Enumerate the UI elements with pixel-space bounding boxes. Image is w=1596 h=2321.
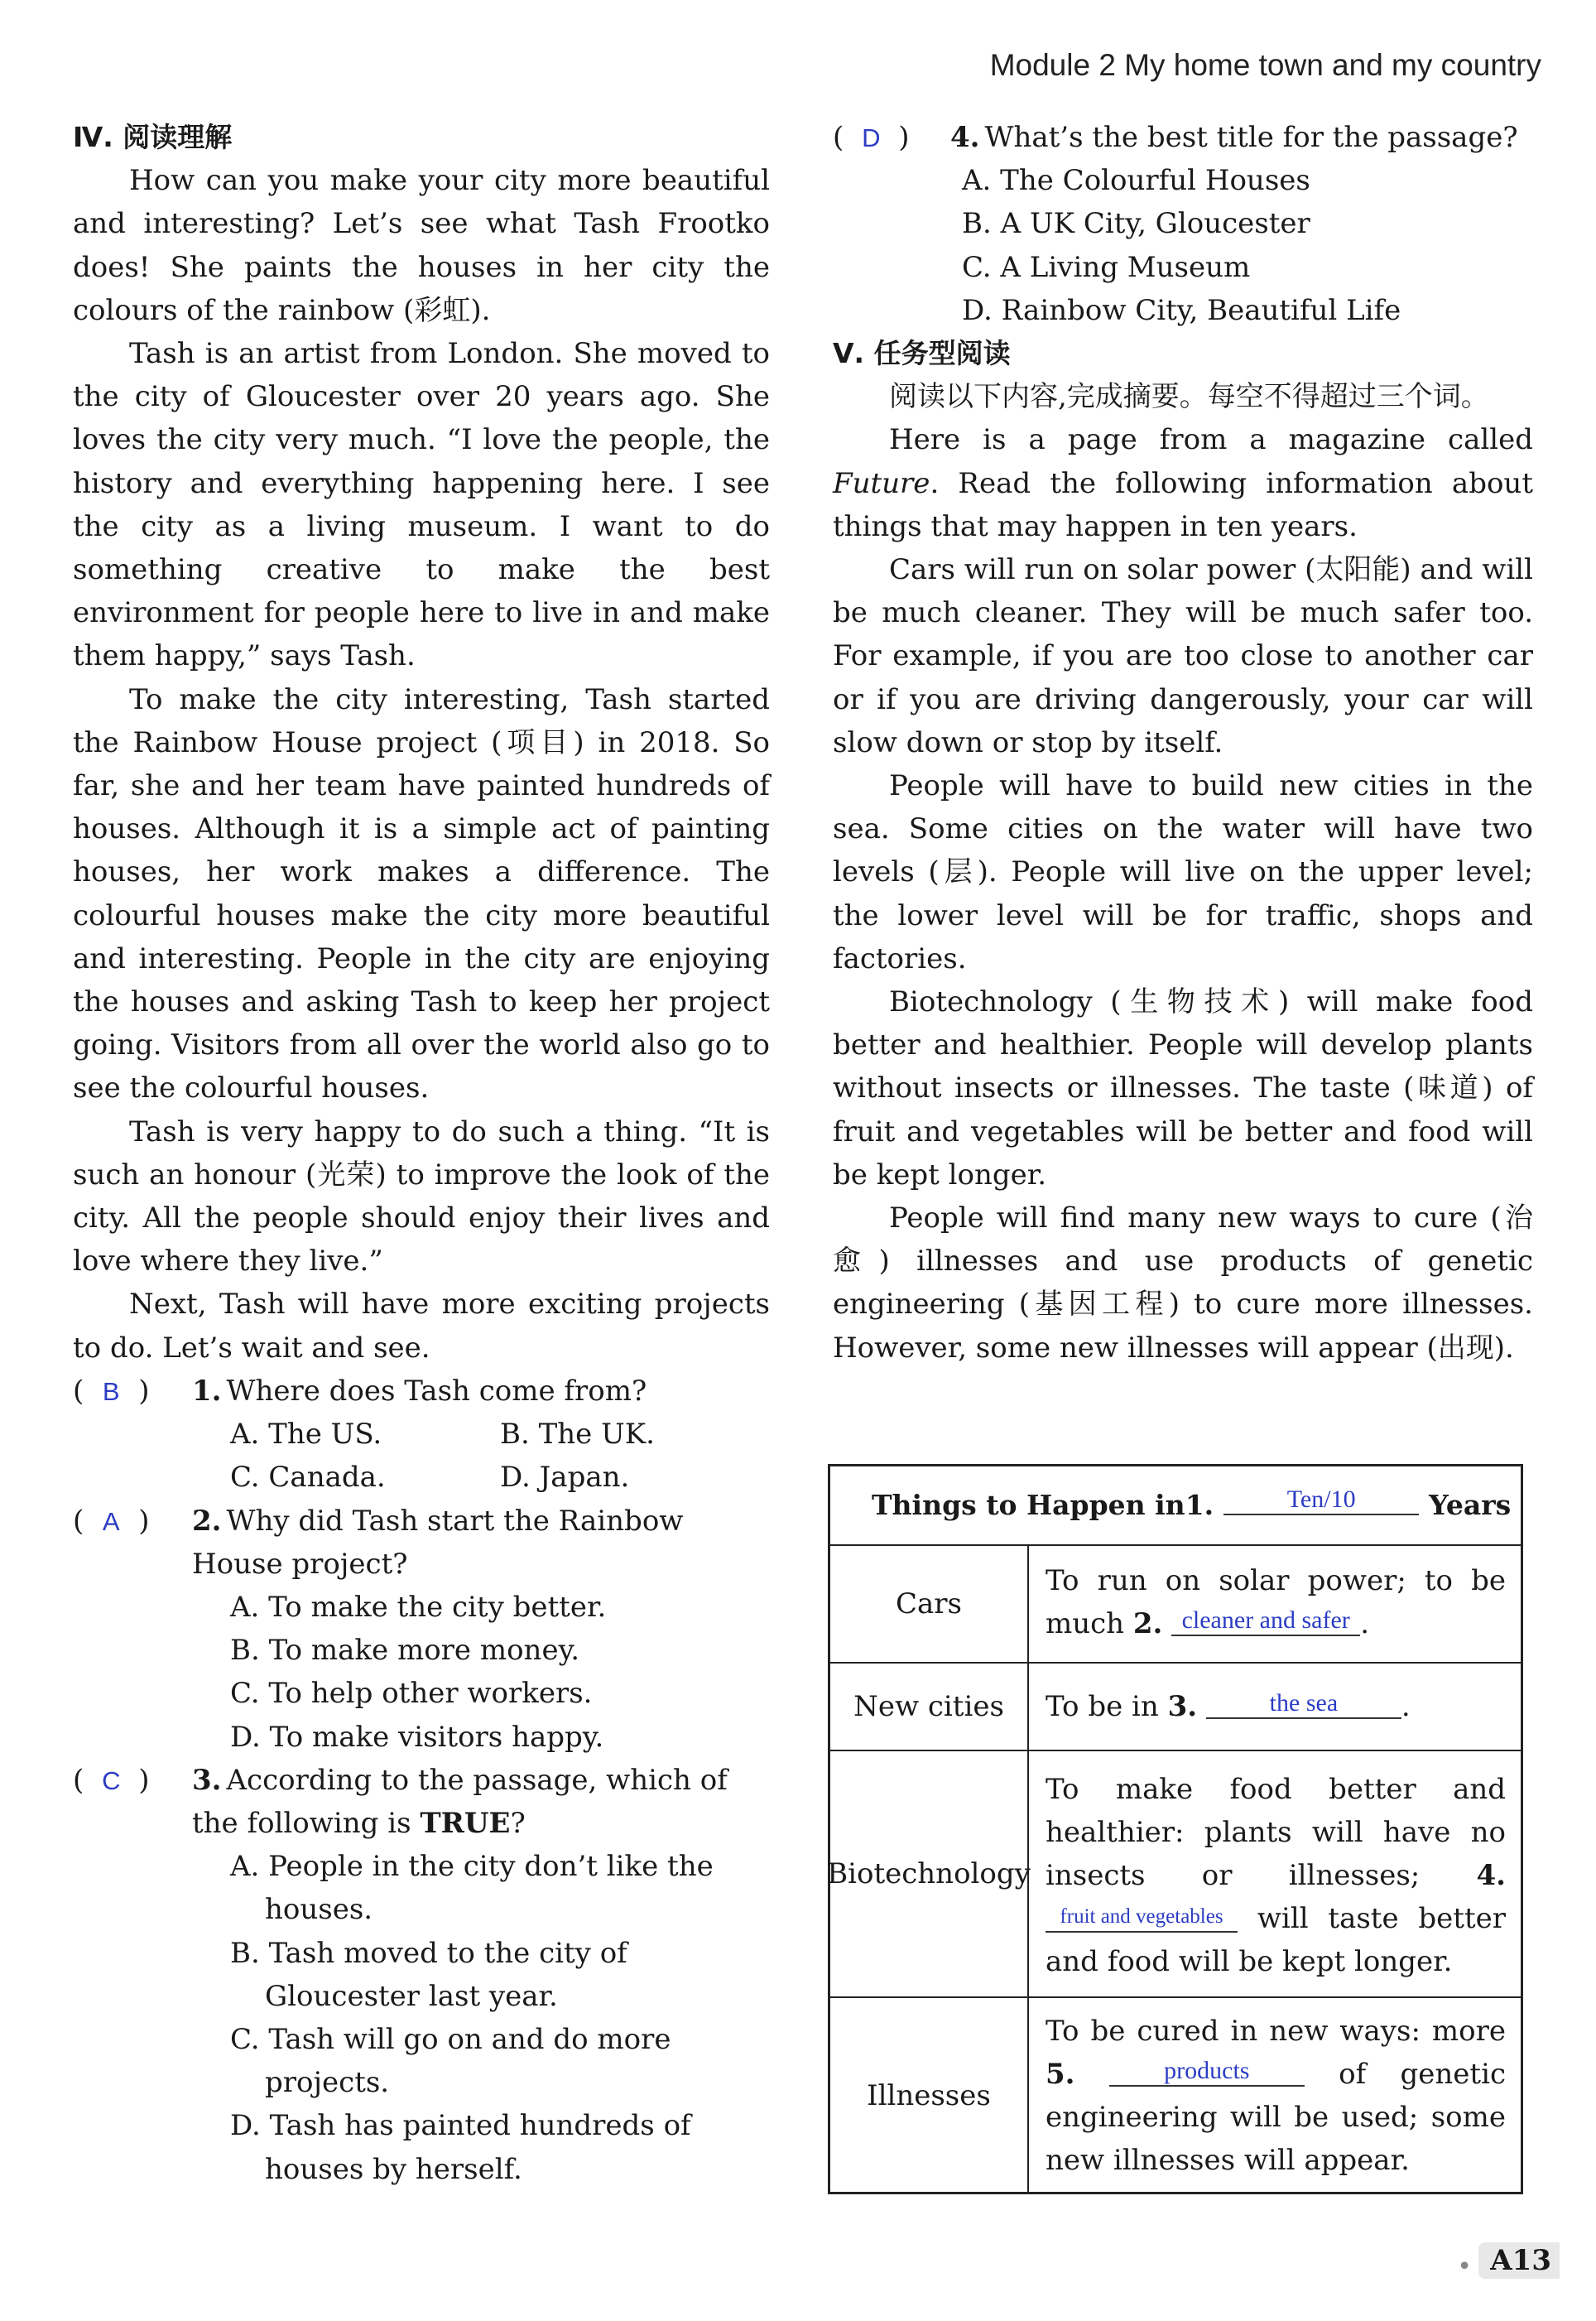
blank-3[interactable]: the sea [1206,1689,1401,1719]
summary-row-cars: Cars To run on solar power; to be much 2. cleaner and safer . [830,1546,1521,1664]
option: B. Tash moved to the city of Gloucester last year. [230,1936,627,2013]
option: B. To make more money. [230,1634,580,1668]
answer-3: C [102,1765,121,1795]
option: C. Canada. [230,1461,386,1495]
section-title-task-reading: Ⅴ. 任务型阅读 [833,337,1011,370]
passage-paragraph: Tash is very happy to do such a thing. “It is such an honour (光荣) to improve the look of the city. All the people should enjoy their lives and love where they live.” [73,1115,770,1278]
passage-paragraph: To make the city interesting, Tash started the Rainbow House project (项目) in 2018. So far, she and her team have painted hundreds of houses. Although it is a simple act of painting houses, her work makes a difference. The colourful houses make the city more beautiful and interesting. People in the city are enjoying the houses and asking Tash to keep her project going. Visitors from all over the world also go to see the colourful houses. [73,682,770,1105]
left-column [73,116,770,2191]
section-title-reading: Ⅳ. 阅读理解 [73,121,233,153]
question-1-options [73,1413,770,1456]
question-2: ( A ) 2. Why did Tash start the Rainbow House project? [73,1500,770,1586]
option: C. To help other workers. [230,1677,593,1711]
passage-paragraph: How can you make your city more beautiful and interesting? Let’s see what Tash Frootko does! She paints the houses in her city the colours of the rainbow (彩虹). [73,164,770,327]
option: D. Japan. [500,1461,630,1495]
decorative-dots: • [1457,2252,1472,2281]
passage-paragraph: People will have to build new cities in the sea. Some cities on the water will have two levels (层). People will live on the upper level; the lower level will be for traffic, shops and factories. [833,769,1533,975]
page-header: Module 2 My home town and my country [989,48,1541,82]
question-4: ( D ) 4. What’s the best title for the passage? [833,116,1533,159]
question-3: ( C ) 3. According to the passage, which of the following is TRUE? [73,1759,770,1845]
option: D. Tash has painted hundreds of houses by herself. [230,2109,691,2186]
answer-4: D [862,123,881,152]
summary-row-illnesses: Illnesses To be cured in new ways: more 5. products of genetic engineering will be used; some new illnesses will appear. [830,1998,1521,2193]
instruction: 阅读以下内容,完成摘要。每空不得超过三个词。 [889,380,1489,414]
summary-row-biotechnology: Biotechnology To make food better and healthier: plants will have no insects or illnesses; 4.fruit and vegetables will taste better and food will be kept longer. [830,1751,1521,1998]
option: B. The UK. [500,1418,655,1452]
option: C. Tash will go on and do more projects. [230,2022,671,2100]
page-number: A13 [1478,2242,1560,2279]
row-label: Cars [830,1546,1029,1662]
passage-paragraph: Next, Tash will have more exciting projects to do. Let’s wait and see. [73,1288,770,1365]
blank-2[interactable]: cleaner and safer [1171,1606,1360,1636]
blank-4[interactable]: fruit and vegetables [1046,1903,1238,1933]
intro-paragraph: Here is a page from a magazine called Future. Read the following information about things that may happen in ten years. [833,423,1533,543]
blank-5[interactable]: products [1109,2057,1305,2087]
option: A. People in the city don’t like the houses. [230,1850,714,1927]
answer-2: A [102,1506,120,1536]
question-1: ( B ) 1. Where does Tash come from? [73,1370,770,1413]
row-label: New cities [830,1664,1029,1750]
answer-1: B [102,1376,120,1406]
blank-1[interactable]: Ten/10 [1223,1486,1419,1515]
passage-paragraph: Tash is an artist from London. She moved to the city of Gloucester over 20 years ago. She loves the city very much. “I love the people, the history and everything happening here. I see the city as a living museum. I want to do something creative to make the best environment for people here to live in and make them happy,” says Tash. [73,337,770,673]
option: D. Rainbow City, Beautiful Life [962,293,1401,327]
right-column [833,116,1533,1370]
row-label: Illnesses [830,1998,1029,2193]
row-label: Biotechnology [830,1751,1029,1996]
passage-paragraph: People will find many new ways to cure (治愈) illnesses and use products of genetic engineering (基因工程) to cure more illnesses. However, some new illnesses will appear (出现). [833,1201,1533,1365]
summary-table [828,1464,1523,2194]
option: A. The US. [230,1418,382,1452]
summary-row-new-cities: New cities To be in 3. the sea . [830,1664,1521,1751]
passage-paragraph: Biotechnology (生物技术) will make food better and healthier. People will develop plants without insects or illnesses. The taste (味道) of fruit and vegetables will be better and food will be kept longer. [833,985,1533,1192]
passage-paragraph: Cars will run on solar power (太阳能) and will be much cleaner. They will be much safer too. For example, if you are too close to another car or if you are driving dangerously, your car will slow down or stop by itself. [833,553,1533,759]
option: C. A Living Museum [962,250,1251,284]
option: B. A UK City, Gloucester [962,207,1310,241]
option: A. The Colourful Houses [962,164,1310,198]
option: D. To make visitors happy. [230,1720,604,1754]
option: A. To make the city better. [230,1590,607,1624]
summary-title: Things to Happen in 1. Ten/10 Years [830,1466,1521,1546]
